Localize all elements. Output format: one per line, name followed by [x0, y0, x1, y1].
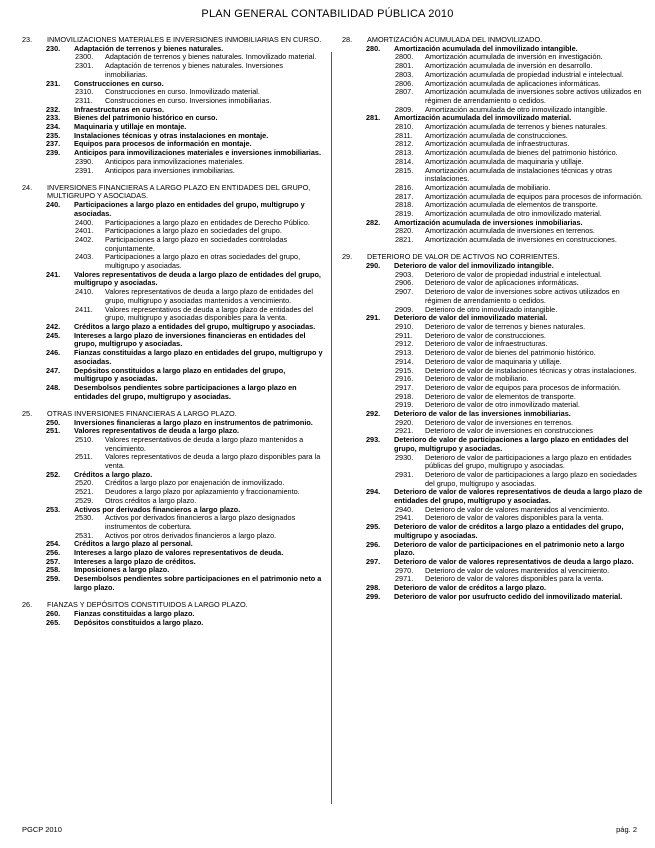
group-number: 29. — [342, 252, 353, 262]
subaccount-number: 2402. — [75, 234, 94, 244]
account-number: 250. — [46, 417, 61, 427]
subaccount-title: Deterioro de valor de otro inmovilizado material. — [425, 400, 580, 410]
subaccount-number: 2530. — [75, 513, 94, 523]
subaccount-title: Créditos a largo plazo por enajenación de inmovilizado. — [105, 478, 285, 488]
account-entry — [342, 593, 645, 602]
subaccount-title: Amortización acumulada de inversiones en construcciones. — [425, 235, 617, 245]
group-number: 23. — [22, 35, 33, 44]
subaccount-title: Amortización acumulada de inversión en desarrollo. — [425, 61, 593, 71]
subaccount-entry — [22, 97, 324, 106]
group-number: 26. — [22, 600, 33, 610]
account-title: Amortización acumulada de inversiones inmobiliarias. — [394, 217, 583, 227]
subaccount-title: Deterioro de valor de participaciones a largo plazo en entidades públicas del grupo, multigrupo y asociadas. — [425, 452, 632, 471]
subaccount-title: Deterioro de valor de aplicaciones informáticas. — [425, 278, 579, 288]
account-title: Anticipos para inmovilizaciones materiales e inversiones inmobiliarias. — [74, 148, 321, 158]
account-entry — [22, 201, 324, 218]
account-entry — [22, 575, 324, 592]
subaccount-title: Deterioro de valor de valores mantenidos al vencimiento. — [425, 565, 610, 575]
subaccount-title: Amortización acumulada de inversión en investigación. — [425, 52, 603, 62]
account-title: Intereses a largo plazo de inversiones financieras en entidades del grupo, multigrupo y asociadas. — [74, 330, 306, 349]
subaccount-number: 2400. — [75, 217, 94, 227]
subaccount-title: Amortización acumulada de otro inmovilizado intangible. — [425, 104, 608, 114]
subaccount-title: Amortización acumulada de equipos para procesos de información. — [425, 191, 643, 201]
subaccount-number: 2903. — [395, 269, 414, 279]
subaccount-number: 2529. — [75, 495, 94, 505]
account-title: Fianzas constituidas a largo plazo en entidades del grupo, multigrupo y asociadas. — [74, 348, 323, 366]
account-title: Amortización acumulada del inmovilizado intangible. — [394, 43, 578, 53]
subaccount-number: 2816. — [395, 182, 414, 192]
subaccount-number: 2913. — [395, 348, 414, 358]
subaccount-title: Deterioro de valor de valores disponibles para la venta. — [425, 513, 604, 523]
account-number: 251. — [46, 426, 61, 436]
account-title: Participaciones a largo plazo en entidades del grupo, multigrupo y asociadas. — [74, 200, 305, 218]
subaccount-title: Amortización acumulada de otro inmovilizado material. — [425, 209, 602, 219]
subaccount-title: Deterioro de valor de inversiones en terrenos. — [425, 417, 574, 427]
subaccount-number: 2531. — [75, 530, 94, 540]
account-number: 280. — [366, 43, 381, 53]
subaccount-number: 2917. — [395, 382, 414, 392]
subaccount-title: Deterioro de valor de equipos para procesos de información. — [425, 382, 621, 392]
subaccount-number: 2390. — [75, 156, 94, 166]
subaccount-title: Construcciones en curso. Inmovilizado material. — [105, 87, 260, 97]
subaccount-entry — [22, 306, 324, 323]
account-title: Maquinaria y utillaje en montaje. — [74, 122, 187, 132]
account-title: Deterioro de valor de créditos a largo plazo a entidades del grupo, multigrupo y asociadas. — [394, 522, 624, 540]
subaccount-entry — [22, 288, 324, 305]
account-title: Deterioro de valor de valores representativos de deuda a largo plazo. — [394, 556, 634, 566]
subaccount-entry — [22, 514, 324, 531]
subaccount-entry — [22, 167, 324, 176]
account-title: Construcciones en curso. — [74, 78, 164, 88]
subaccount-title: Amortización acumulada de mobiliario. — [425, 182, 551, 192]
account-title: Intereses a largo plazo de valores representativos de deuda. — [74, 548, 284, 558]
subaccount-number: 2971. — [395, 574, 414, 584]
page-title: PLAN GENERAL CONTABILIDAD PÚBLICA 2010 — [201, 8, 454, 20]
account-group — [342, 36, 645, 245]
subaccount-title: Participaciones a largo plazo en otras sociedades del grupo, multigrupo y asociadas. — [105, 252, 301, 271]
group-number: 24. — [22, 182, 33, 192]
left-column — [22, 36, 324, 636]
group-title: FIANZAS Y DEPÓSITOS CONSTITUIDOS A LARGO PLAZO. — [47, 600, 248, 610]
account-group — [22, 410, 324, 593]
subaccount-number: 2940. — [395, 504, 414, 514]
account-entry — [22, 271, 324, 288]
subaccount-title: Amortización acumulada de infraestructuras. — [425, 139, 570, 149]
account-number: 265. — [46, 617, 61, 627]
subaccount-number: 2301. — [75, 61, 94, 71]
subaccount-number: 2807. — [395, 87, 414, 97]
group-number: 28. — [342, 35, 353, 44]
account-number: 282. — [366, 217, 381, 227]
account-number: 239. — [46, 148, 61, 158]
subaccount-title: Deterioro de valor de propiedad industrial e intelectual. — [425, 269, 602, 279]
subaccount-entry — [342, 288, 645, 305]
subaccount-title: Deterioro de valor de participaciones a largo plazo en sociedades del grupo, multigrupo y asociadas. — [425, 469, 637, 488]
subaccount-title: Deterioro de valor de elementos de transporte. — [425, 391, 576, 401]
subaccount-number: 2800. — [395, 52, 414, 62]
subaccount-number: 2818. — [395, 200, 414, 210]
account-number: 293. — [366, 435, 381, 445]
subaccount-title: Activos por otros derivados financieros a largo plazo. — [105, 530, 277, 540]
subaccount-entry — [22, 453, 324, 470]
subaccount-title: Participaciones a largo plazo en entidades de Derecho Público. — [105, 217, 310, 227]
account-entry — [342, 436, 645, 453]
account-title: Bienes del patrimonio histórico en curso. — [74, 113, 218, 123]
subaccount-title: Amortización acumulada de elementos de transporte. — [425, 200, 598, 210]
subaccount-title: Deterioro de valor de terrenos y bienes naturales. — [425, 322, 586, 331]
subaccount-number: 2914. — [395, 356, 414, 366]
account-group — [342, 253, 645, 601]
account-number: 240. — [46, 200, 61, 210]
subaccount-number: 2820. — [395, 226, 414, 236]
subaccount-number: 2310. — [75, 87, 94, 97]
subaccount-number: 2520. — [75, 478, 94, 488]
subaccount-number: 2511. — [75, 452, 93, 462]
subaccount-number: 2919. — [395, 400, 414, 410]
subaccount-number: 2911. — [395, 330, 413, 340]
subaccount-number: 2411. — [75, 304, 93, 314]
account-title: Créditos a largo plazo al personal. — [74, 539, 193, 549]
subaccount-number: 2403. — [75, 252, 94, 262]
subaccount-number: 2909. — [395, 304, 414, 314]
footer-doc-name: PGCP 2010 — [22, 825, 62, 834]
subaccount-title: Deterioro de valor de valores disponibles para la venta. — [425, 574, 604, 584]
subaccount-title: Amortización acumulada de bienes del patrimonio histórico. — [425, 148, 618, 158]
group-title: DETERIORO DE VALOR DE ACTIVOS NO CORRIENTES. — [367, 252, 560, 262]
subaccount-number: 2906. — [395, 278, 414, 288]
subaccount-entry — [342, 236, 645, 245]
account-entry — [22, 558, 324, 567]
account-number: 260. — [46, 608, 61, 618]
subaccount-title: Valores representativos de deuda a largo plazo mantenidos a vencimiento. — [105, 434, 304, 453]
account-number: 245. — [46, 330, 61, 340]
subaccount-title: Deterioro de otro inmovilizado intangible. — [425, 304, 558, 314]
subaccount-entry — [342, 167, 645, 184]
account-title: Activos por derivados financieros a largo plazo. — [74, 504, 241, 514]
subaccount-entry — [342, 88, 645, 105]
subaccount-title: Valores representativos de deuda a largo plazo de entidades del grupo, multigrupo y asociadas mantenidos a vencimiento. — [105, 287, 313, 305]
account-title: Instalaciones técnicas y otras instalaciones en montaje. — [74, 130, 269, 140]
subaccount-title: Amortización acumulada de propiedad industrial e intelectual. — [425, 69, 624, 79]
subaccount-number: 2915. — [395, 365, 414, 375]
account-number: 259. — [46, 574, 61, 584]
subaccount-title: Amortización acumulada de inversiones en terrenos. — [425, 226, 595, 236]
subaccount-number: 2813. — [395, 148, 414, 158]
subaccount-entry — [22, 236, 324, 253]
subaccount-number: 2803. — [395, 69, 414, 79]
group-title: INMOVILIZACIONES MATERIALES E INVERSIONES INMOBILIARIAS EN CURSO. — [47, 35, 322, 44]
account-number: 246. — [46, 348, 61, 358]
subaccount-title: Deterioro de valor de instalaciones técnicas y otras instalaciones. — [425, 365, 637, 375]
account-number: 234. — [46, 122, 61, 132]
subaccount-entry — [22, 436, 324, 453]
subaccount-title: Deterioro de valor de inversiones en construcciones — [425, 426, 593, 436]
account-title: Deterioro de valor por usufructo cedido del inmovilizado material. — [394, 591, 623, 601]
subaccount-title: Adaptación de terrenos y bienes naturales. Inversiones inmobiliarias. — [105, 61, 284, 79]
subaccount-number: 2401. — [75, 226, 94, 236]
subaccount-title: Amortización acumulada de construcciones. — [425, 130, 568, 140]
account-title: Depósitos constituidos a largo plazo. — [74, 617, 204, 627]
group-title: INVERSIONES FINANCIERAS A LARGO PLAZO EN ENTIDADES DEL GRUPO, MULTIGRUPO Y ASOCIADAS. — [47, 182, 311, 201]
account-number: 248. — [46, 382, 61, 392]
subaccount-number: 2510. — [75, 434, 94, 444]
account-group — [22, 184, 324, 402]
subaccount-title: Valores representativos de deuda a largo plazo de entidades del grupo, multigrupo y asociadas disponibles para la venta. — [105, 304, 313, 323]
account-title: Imposiciones a largo plazo. — [74, 565, 170, 575]
subaccount-title: Anticipos para inversiones inmobiliarias. — [105, 165, 235, 175]
account-number: 247. — [46, 365, 61, 375]
subaccount-title: Construcciones en curso. Inversiones inmobiliarias. — [105, 95, 272, 105]
subaccount-title: Amortización acumulada de maquinaria y utillaje. — [425, 156, 584, 166]
account-number: 290. — [366, 261, 381, 271]
subaccount-number: 2311. — [75, 95, 93, 105]
subaccount-number: 2817. — [395, 191, 414, 201]
account-number: 231. — [46, 78, 61, 88]
subaccount-title: Valores representativos de deuda a largo plazo disponibles para la venta. — [105, 452, 321, 471]
account-title: Deterioro de valor del inmovilizado intangible. — [394, 261, 554, 271]
account-title: Desembolsos pendientes sobre participaciones a largo plazo en entidades del grupo, multigrupo y asociadas. — [74, 382, 297, 401]
subaccount-entry — [22, 62, 324, 79]
account-title: Deterioro de valor de participaciones a largo plazo en entidades del grupo, multigrupo y asociadas. — [394, 435, 629, 453]
subaccount-title: Amortización acumulada de aplicaciones informáticas. — [425, 78, 601, 88]
subaccount-number: 2806. — [395, 78, 414, 88]
account-number: 230. — [46, 43, 61, 53]
account-number: 258. — [46, 565, 61, 575]
subaccount-title: Deterioro de valor de mobiliario. — [425, 374, 529, 384]
account-title: Amortización acumulada del inmovilizado material. — [394, 113, 572, 123]
footer-page-number: pág. 2 — [616, 825, 637, 834]
account-number: 252. — [46, 469, 61, 479]
subaccount-number: 2801. — [395, 61, 414, 71]
account-number: 298. — [366, 583, 381, 593]
account-title: Deterioro de valor de las inversiones inmobiliarias. — [394, 409, 571, 419]
account-entry — [342, 541, 645, 558]
account-number: 295. — [366, 522, 381, 532]
account-number: 294. — [366, 487, 381, 497]
account-number: 257. — [46, 556, 61, 566]
subaccount-number: 2814. — [395, 156, 414, 166]
subaccount-title: Otros créditos a largo plazo. — [105, 495, 197, 505]
account-title: Deterioro de valor de valores representativos de deuda a largo plazo de entidades del grupo, multigrupo y asociadas. — [394, 487, 643, 506]
subaccount-number: 2907. — [395, 287, 414, 297]
account-entry — [342, 488, 645, 505]
group-heading — [22, 184, 324, 201]
account-title: Deterioro de valor del inmovilizado material. — [394, 313, 548, 323]
subaccount-title: Adaptación de terrenos y bienes naturales. Inmovilizado material. — [105, 52, 317, 62]
subaccount-number: 2916. — [395, 374, 414, 384]
subaccount-title: Amortización acumulada de instalaciones técnicas y otras instalaciones. — [425, 165, 612, 184]
subaccount-number: 2930. — [395, 452, 414, 462]
subaccount-title: Deterioro de valor de maquinaria y utillaje. — [425, 356, 562, 366]
account-group — [22, 601, 324, 627]
account-entry — [342, 523, 645, 540]
account-title: Valores representativos de deuda a largo plazo de entidades del grupo, multigrupo y asociadas. — [74, 269, 321, 288]
account-title: Créditos a largo plazo. — [74, 469, 153, 479]
subaccount-title: Deterioro de valor de bienes del patrimonio histórico. — [425, 348, 596, 358]
subaccount-title: Deterioro de valor de infraestructuras. — [425, 339, 548, 349]
subaccount-title: Deterioro de valor de valores mantenidos al vencimiento. — [425, 504, 610, 514]
account-number: 242. — [46, 322, 61, 331]
account-number: 253. — [46, 504, 61, 514]
subaccount-number: 2912. — [395, 339, 414, 349]
right-column — [342, 36, 645, 610]
account-title: Depósitos constituidos a largo plazo en entidades del grupo, multigrupo y asociadas. — [74, 365, 286, 384]
subaccount-title: Participaciones a largo plazo en sociedades del grupo. — [105, 226, 282, 236]
account-title: Equipos para procesos de información en montaje. — [74, 139, 252, 149]
account-title: Créditos a largo plazo a entidades del grupo, multigrupo y asociadas. — [74, 322, 316, 331]
subaccount-entry — [342, 471, 645, 488]
account-number: 299. — [366, 591, 381, 601]
subaccount-number: 2521. — [75, 487, 94, 497]
account-number: 233. — [46, 113, 61, 123]
subaccount-number: 2921. — [395, 426, 414, 436]
account-number: 292. — [366, 409, 381, 419]
account-number: 291. — [366, 313, 381, 323]
subaccount-entry — [22, 253, 324, 270]
subaccount-number: 2300. — [75, 52, 94, 62]
account-title: Inversiones financieras a largo plazo en instrumentos de patrimonio. — [74, 417, 313, 427]
subaccount-title: Deterioro de valor de inversiones sobre activos utilizados en régimen de arrendamiento o cedidos. — [425, 287, 620, 305]
subaccount-title: Amortización acumulada de inversiones sobre activos utilizados en régimen de arrendamiento o cedidos. — [425, 87, 642, 105]
account-entry — [22, 384, 324, 401]
column-divider — [331, 52, 332, 804]
account-entry — [22, 619, 324, 628]
subaccount-number: 2815. — [395, 165, 414, 175]
account-entry — [22, 332, 324, 349]
subaccount-entry — [342, 454, 645, 471]
account-number: 297. — [366, 556, 381, 566]
account-title: Desembolsos pendientes sobre participaciones en el patrimonio neto a largo plazo. — [74, 574, 322, 592]
subaccount-number: 2821. — [395, 235, 414, 245]
subaccount-number: 2810. — [395, 122, 414, 132]
account-title: Deterioro de valor de créditos a largo plazo. — [394, 583, 547, 593]
group-number: 25. — [22, 408, 33, 418]
subaccount-number: 2918. — [395, 391, 414, 401]
account-entry — [22, 367, 324, 384]
group-title: AMORTIZACIÓN ACUMULADA DEL INMOVILIZADO. — [367, 35, 543, 44]
account-entry — [22, 349, 324, 366]
account-title: Intereses a largo plazo de créditos. — [74, 556, 196, 566]
subaccount-number: 2391. — [75, 165, 94, 175]
account-title: Fianzas constituidas a largo plazo. — [74, 608, 195, 618]
subaccount-title: Amortización acumulada de terrenos y bienes naturales. — [425, 122, 608, 132]
subaccount-title: Participaciones a largo plazo en sociedades controladas conjuntamente. — [105, 234, 288, 253]
subaccount-number: 2970. — [395, 565, 414, 575]
account-number: 237. — [46, 139, 61, 149]
account-title: Valores representativos de deuda a largo plazo. — [74, 426, 240, 436]
account-number: 232. — [46, 104, 61, 114]
account-number: 296. — [366, 539, 381, 549]
account-group — [22, 36, 324, 175]
subaccount-title: Activos por derivados financieros a largo plazo designados instrumentos de cobertura. — [105, 513, 296, 531]
account-number: 256. — [46, 548, 61, 558]
subaccount-title: Deterioro de valor de construcciones. — [425, 330, 546, 340]
subaccount-number: 2812. — [395, 139, 414, 149]
subaccount-number: 2941. — [395, 513, 414, 523]
subaccount-number: 2811. — [395, 130, 413, 140]
group-title: OTRAS INVERSIONES FINANCIERAS A LARGO PLAZO. — [47, 408, 237, 418]
subaccount-title: Deudores a largo plazo por aplazamiento y fraccionamiento. — [105, 487, 300, 497]
account-title: Adaptación de terrenos y bienes naturales. — [74, 43, 224, 53]
subaccount-number: 2819. — [395, 209, 414, 219]
subaccount-title: Anticipos para inmovilizaciones materiales. — [105, 156, 245, 166]
account-number: 241. — [46, 269, 61, 279]
subaccount-number: 2410. — [75, 287, 94, 297]
subaccount-number: 2910. — [395, 322, 414, 331]
account-title: Infraestructuras en curso. — [74, 104, 165, 114]
subaccount-number: 2809. — [395, 104, 414, 114]
account-number: 281. — [366, 113, 381, 123]
subaccount-number: 2931. — [395, 469, 414, 479]
subaccount-number: 2920. — [395, 417, 414, 427]
account-number: 235. — [46, 130, 61, 140]
account-number: 254. — [46, 539, 61, 549]
account-title: Deterioro de valor de participaciones en el patrimonio neto a largo plazo. — [394, 539, 625, 558]
